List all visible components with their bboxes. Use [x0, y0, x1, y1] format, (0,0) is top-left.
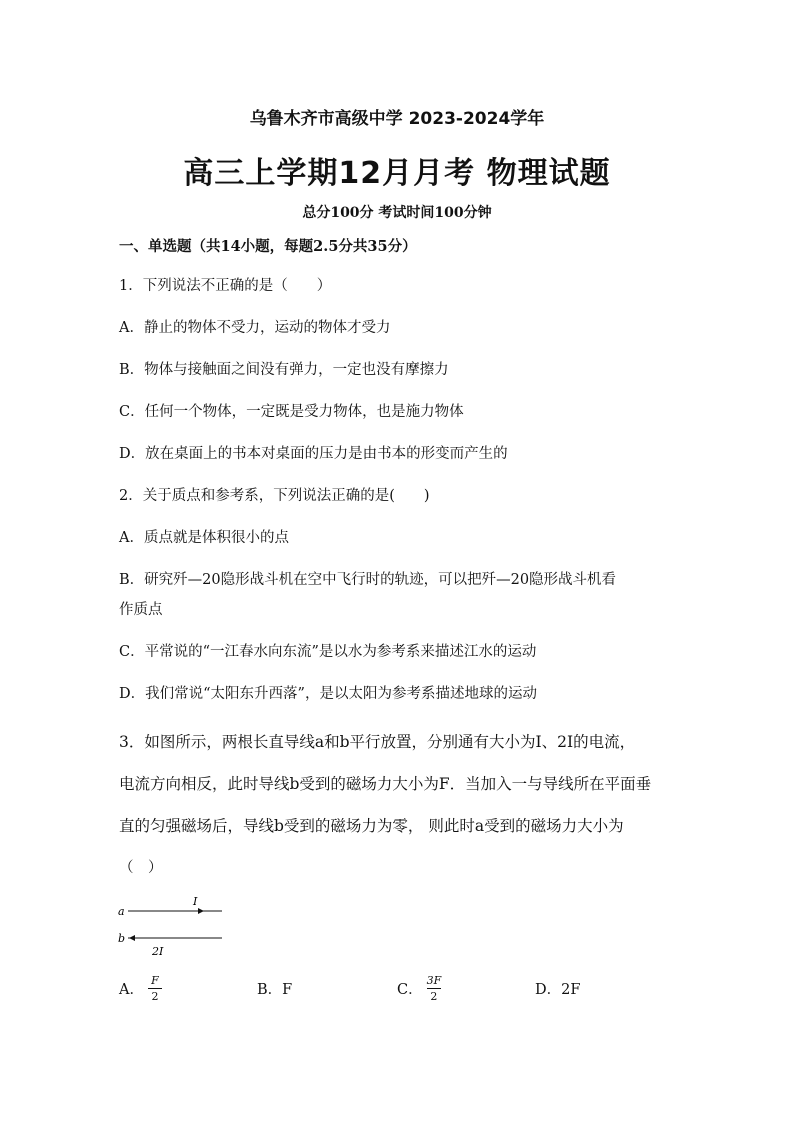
option-a-fraction — [148, 975, 162, 1002]
question-1-option-c: C．任何一个物体，一定既是受力物体，也是施力物体 — [119, 404, 464, 420]
question-1-stem: 1．下列说法不正确的是（ ） — [119, 278, 332, 294]
wire-a-label: a — [118, 905, 125, 918]
question-1-option-b: B．物体与接触面之间没有弹力，一定也没有摩擦力 — [119, 362, 449, 378]
parallel-wires-diagram — [116, 894, 236, 960]
question-3-option-d: D．2F — [535, 981, 581, 998]
current-b-label: 2I — [152, 945, 164, 958]
question-2-option-d: D．我们常说“太阳东升西落”，是以太阳为参考系描述地球的运动 — [119, 686, 537, 702]
fraction-bar — [148, 988, 162, 989]
question-2-option-c: C．平常说的“一江春水向东流”是以水为参考系来描述江水的运动 — [119, 644, 537, 660]
question-3-stem-line-1: 3．如图所示，两根长直导线a和b平行放置，分别通有大小为I、2I的电流， — [119, 733, 636, 751]
question-3-stem-line-4: （ ） — [119, 860, 163, 876]
wire-b-arrow-left-icon — [129, 935, 135, 941]
wire-a-arrow-right-icon — [198, 908, 204, 914]
question-1-option-d: D．放在桌面上的书本对桌面的压力是由书本的形变而产生的 — [119, 446, 508, 462]
exam-info: 总分100分 考试时间100分钟 — [302, 205, 492, 221]
option-c-numerator: 3F — [426, 973, 442, 987]
fraction-bar — [427, 988, 441, 989]
question-2-stem: 2．关于质点和参考系，下列说法正确的是( ) — [119, 488, 430, 504]
option-a-prefix: A． — [119, 981, 144, 998]
question-1-option-a: A．静止的物体不受力，运动的物体才受力 — [119, 320, 391, 336]
school-year-header: 乌鲁木齐市高级中学 2023-2024学年 — [249, 109, 545, 129]
option-a-numerator: F — [151, 973, 159, 987]
wire-b-label: b — [118, 932, 126, 945]
current-a-label: I — [193, 895, 198, 908]
question-3-option-a — [119, 968, 162, 1008]
question-2-option-b-cont: 作质点 — [119, 602, 163, 618]
question-3-option-b: B．F — [257, 981, 293, 998]
question-2-option-b: B．研究歼—20隐形战斗机在空中飞行时的轨迹，可以把歼—20隐形战斗机看 — [119, 572, 617, 588]
question-2-option-a: A．质点就是体积很小的点 — [119, 530, 289, 546]
question-3-stem-line-3: 直的匀强磁场后，导线b受到的磁场力为零， 则此时a受到的磁场力大小为 — [119, 817, 624, 835]
question-3-stem-line-2: 电流方向相反，此时导线b受到的磁场力大小为F．当加入一与导线所在平面垂 — [119, 775, 652, 793]
option-c-denominator: 2 — [430, 989, 438, 1003]
section-heading: 一、单选题（共14小题，每题2.5分共35分） — [119, 238, 417, 255]
question-3-option-c — [397, 968, 441, 1008]
exam-title: 高三上学期12月月考 物理试题 — [183, 156, 611, 191]
option-c-prefix: C． — [397, 981, 423, 998]
option-a-denominator: 2 — [151, 989, 159, 1003]
option-c-fraction — [427, 975, 442, 1002]
